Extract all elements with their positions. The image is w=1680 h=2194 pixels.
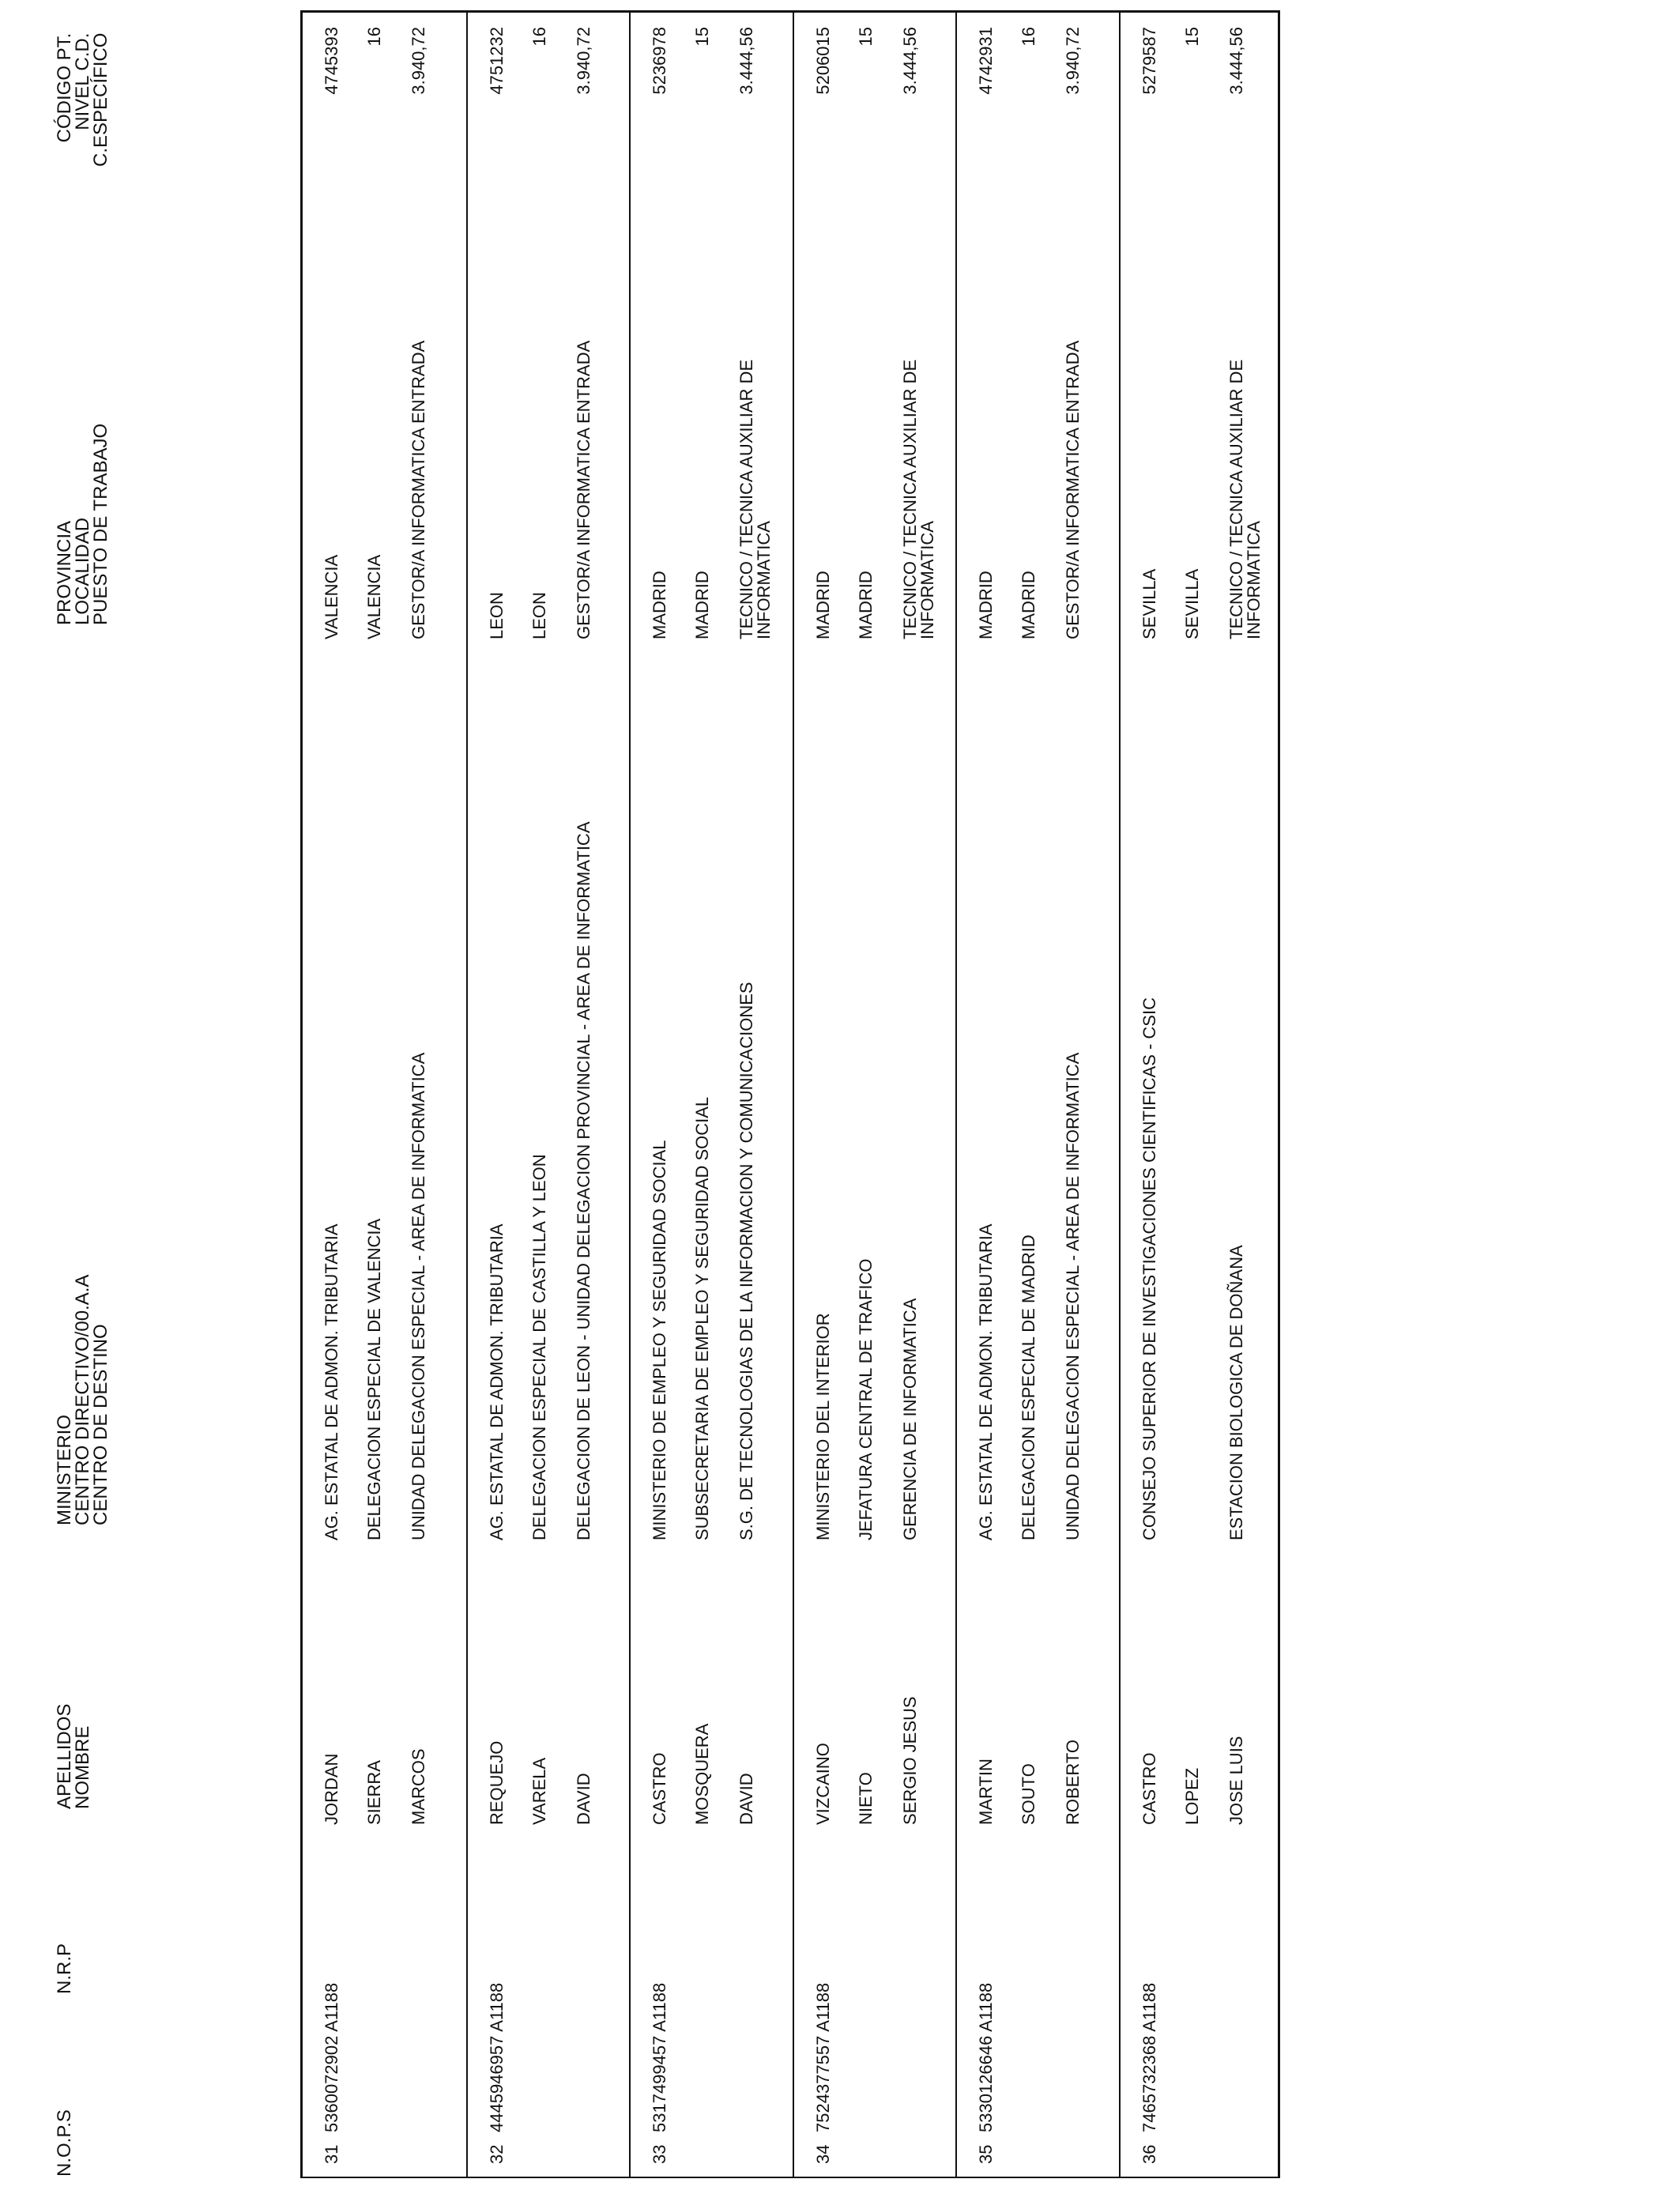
record-apellido-1: MARTIN xyxy=(976,1759,996,1825)
record-ministerio: AG. ESTATAL DE ADMON. TRIBUTARIA xyxy=(976,1223,996,1540)
record-apellido-1: REQUEJO xyxy=(487,1740,507,1825)
record-localidad: SEVILLA xyxy=(1182,568,1202,639)
record-apellido-2: NIETO xyxy=(856,1772,876,1825)
record-nombre: ROBERTO xyxy=(1063,1740,1083,1825)
record-nombre: MARCOS xyxy=(409,1748,428,1825)
record-puesto: GESTOR/A INFORMATICA ENTRADA xyxy=(1063,340,1083,639)
record-puesto: GESTOR/A INFORMATICA ENTRADA xyxy=(409,340,428,639)
record-provincia: LEON xyxy=(487,592,507,639)
record-row xyxy=(955,13,1119,2177)
header-centro-destino-label: CENTRO DE DESTINO xyxy=(90,1324,111,1525)
record-centro-directivo: SUBSECRETARIA DE EMPLEO Y SEGURIDAD SOCIAL xyxy=(692,1096,712,1540)
record-provincia: MADRID xyxy=(650,571,669,639)
record-codigo: 4745393 xyxy=(322,27,341,95)
record-provincia: VALENCIA xyxy=(322,554,341,639)
record-localidad: MADRID xyxy=(1019,571,1038,639)
record-centro-directivo: DELEGACION ESPECIAL DE MADRID xyxy=(1019,1235,1038,1540)
record-nrp: 5317499457 A1188 xyxy=(650,1982,669,2132)
record-ministerio: AG. ESTATAL DE ADMON. TRIBUTARIA xyxy=(487,1223,507,1540)
header-localidad-label: LOCALIDAD xyxy=(72,517,93,625)
record-codigo: 5236978 xyxy=(650,27,669,95)
record-ministerio: MINISTERIO DEL INTERIOR xyxy=(813,1313,833,1540)
header-centro-directivo-label: CENTRO DIRECTIVO/00.A.A xyxy=(72,1274,93,1525)
record-apellido-2: MOSQUERA xyxy=(692,1723,712,1825)
record-nops: 34 xyxy=(813,2144,833,2164)
record-nivel: 16 xyxy=(1019,27,1038,47)
record-especifico: 3.940,72 xyxy=(574,27,593,95)
record-centro-destino: UNIDAD DELEGACION ESPECIAL - AREA DE INFORMATICA xyxy=(409,1052,428,1540)
record-row xyxy=(793,13,956,2177)
record-localidad: VALENCIA xyxy=(364,554,384,639)
header-nops-label: N.O.P.S xyxy=(54,2109,75,2177)
record-apellido-1: JORDAN xyxy=(322,1753,341,1825)
record-apellido-2: SOUTO xyxy=(1019,1763,1038,1825)
record-apellido-2: SIERRA xyxy=(364,1760,384,1825)
records-table xyxy=(300,10,1280,2178)
record-ministerio: CONSEJO SUPERIOR DE INVESTIGACIONES CIENTIFICAS - CSIC xyxy=(1139,997,1159,1540)
record-nops: 32 xyxy=(487,2144,507,2164)
header-puesto-label: PUESTO DE TRABAJO xyxy=(90,423,111,625)
record-ministerio: MINISTERIO DE EMPLEO Y SEGURIDAD SOCIAL xyxy=(650,1140,669,1540)
header-ministerio xyxy=(55,1275,110,1525)
record-puesto: GESTOR/A INFORMATICA ENTRADA xyxy=(574,340,593,639)
record-nrp: 5330126646 A1188 xyxy=(976,1982,996,2132)
record-nrp: 7524377557 A1188 xyxy=(813,1982,833,2132)
header-apellidos-label: APELLIDOS xyxy=(54,1703,75,1809)
record-nops: 33 xyxy=(650,2144,669,2164)
record-nivel: 16 xyxy=(529,27,549,47)
record-centro-directivo: DELEGACION ESPECIAL DE VALENCIA xyxy=(364,1218,384,1540)
record-apellido-1: VIZCAINO xyxy=(813,1743,833,1825)
record-nivel: 16 xyxy=(364,27,384,47)
record-row xyxy=(1119,13,1278,2177)
record-provincia: MADRID xyxy=(813,571,833,639)
record-puesto: TECNICO / TECNICA AUXILIAR DE INFORMATICA xyxy=(736,359,774,639)
record-codigo: 5206015 xyxy=(813,27,833,95)
header-provincia xyxy=(55,424,110,625)
record-nops: 31 xyxy=(322,2144,341,2164)
record-apellido-1: CASTRO xyxy=(650,1752,669,1825)
header-nops xyxy=(55,2109,73,2177)
record-nivel: 15 xyxy=(1182,27,1202,47)
record-especifico: 3.444,56 xyxy=(1226,27,1246,95)
record-nrp: 7465732368 A1188 xyxy=(1139,1982,1159,2132)
record-apellido-1: CASTRO xyxy=(1139,1752,1159,1825)
record-nrp: 4445946957 A1188 xyxy=(487,1982,507,2132)
record-especifico: 3.444,56 xyxy=(900,27,920,95)
record-nivel: 15 xyxy=(856,27,876,47)
record-row xyxy=(629,13,793,2177)
header-nrp-label: N.R.P xyxy=(54,1943,75,1994)
record-nops: 35 xyxy=(976,2144,996,2164)
record-especifico: 3.444,56 xyxy=(736,27,756,95)
record-provincia: SEVILLA xyxy=(1139,568,1159,639)
record-localidad: MADRID xyxy=(692,571,712,639)
header-provincia-label: PROVINCIA xyxy=(54,520,75,625)
record-nivel: 15 xyxy=(692,27,712,47)
record-codigo: 4742931 xyxy=(976,27,996,95)
record-nops: 36 xyxy=(1139,2144,1159,2164)
header-codigo xyxy=(55,33,110,167)
header-nombre-label: NOMBRE xyxy=(72,1725,93,1809)
header-apellidos xyxy=(55,1704,92,1809)
record-row xyxy=(303,13,466,2177)
record-centro-directivo: DELEGACION ESPECIAL DE CASTILLA Y LEON xyxy=(529,1154,549,1540)
header-codigo-label: CÓDIGO PT. xyxy=(54,32,75,143)
header-ministerio-label: MINISTERIO xyxy=(54,1414,75,1525)
record-nombre: JOSE LUIS xyxy=(1226,1736,1246,1825)
record-apellido-2: VARELA xyxy=(529,1757,549,1825)
record-puesto: TECNICO / TECNICA AUXILIAR DE INFORMATICA xyxy=(900,359,937,639)
header-especifico-label: C.ESPECÍFICO xyxy=(90,32,111,167)
record-especifico: 3.940,72 xyxy=(409,27,428,95)
record-especifico: 3.940,72 xyxy=(1063,27,1083,95)
record-centro-directivo: JEFATURA CENTRAL DE TRAFICO xyxy=(856,1258,876,1540)
record-centro-destino: ESTACION BIOLOGICA DE DOÑANA xyxy=(1226,1245,1246,1540)
record-nombre: DAVID xyxy=(736,1773,756,1825)
record-puesto: TECNICO / TECNICA AUXILIAR DE INFORMATICA xyxy=(1226,359,1264,639)
header-nrp xyxy=(55,1943,73,1994)
record-ministerio: AG. ESTATAL DE ADMON. TRIBUTARIA xyxy=(322,1223,341,1540)
record-codigo: 5279587 xyxy=(1139,27,1159,95)
record-centro-destino: UNIDAD DELEGACION ESPECIAL - AREA DE INFORMATICA xyxy=(1063,1052,1083,1540)
record-centro-destino: DELEGACION DE LEON - UNIDAD DELEGACION PROVINCIAL - AREA DE INFORMATICA xyxy=(574,821,593,1540)
record-centro-destino: S.G. DE TECNOLOGIAS DE LA INFORMACION Y COMUNICACIONES xyxy=(736,982,756,1540)
record-nrp: 5360072902 A1188 xyxy=(322,1982,341,2132)
record-nombre: DAVID xyxy=(574,1773,593,1825)
record-row xyxy=(466,13,630,2177)
record-codigo: 4751232 xyxy=(487,27,507,95)
record-provincia: MADRID xyxy=(976,571,996,639)
record-nombre: SERGIO JESUS xyxy=(900,1696,920,1825)
record-apellido-2: LOPEZ xyxy=(1182,1767,1202,1825)
record-localidad: LEON xyxy=(529,592,549,639)
record-centro-destino: GERENCIA DE INFORMATICA xyxy=(900,1298,920,1540)
record-localidad: MADRID xyxy=(856,571,876,639)
header-nivel-label: NIVEL C.D. xyxy=(72,32,93,130)
